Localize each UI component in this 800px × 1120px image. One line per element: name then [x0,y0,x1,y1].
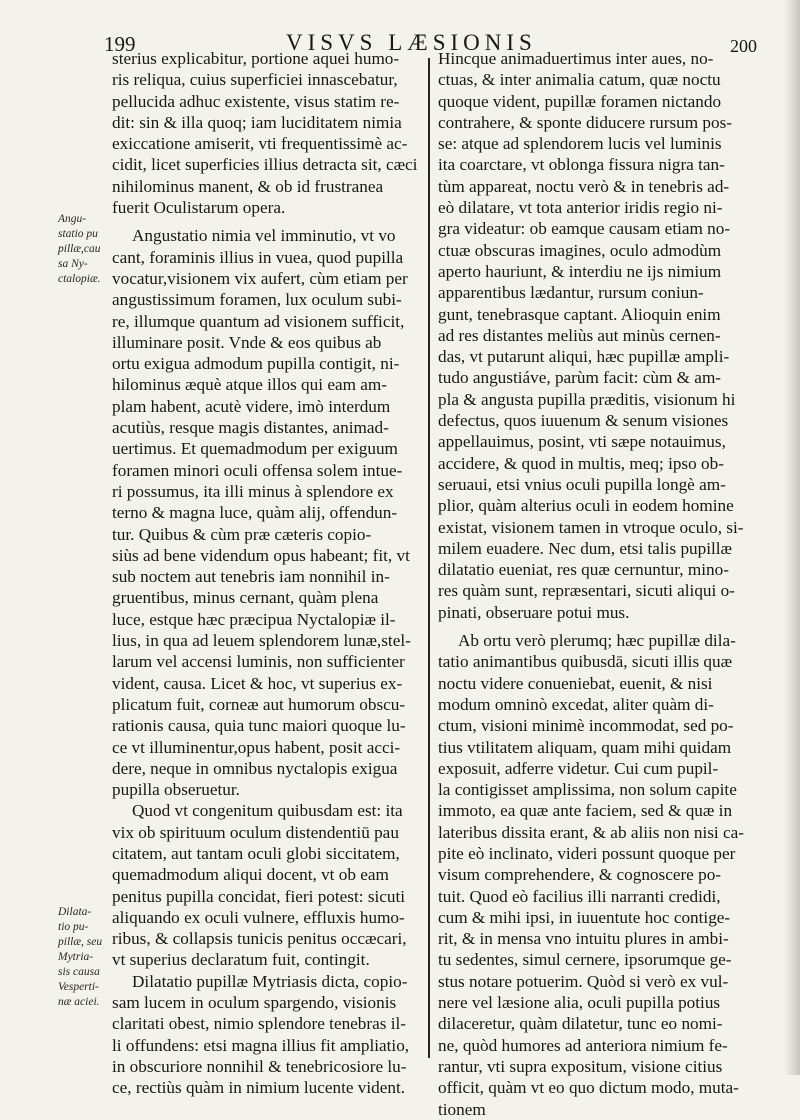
text-line: res quàm sunt, repræsentari, sicuti aliqui o- [438,581,735,601]
text-line: vt superius declaratum fuit, contingit. [112,950,370,970]
text-line: rit, & in mensa vno intuitu plures in ambi- [438,929,729,949]
margin-note-line: Mytria- [58,951,94,963]
text-line: Hincque animaduertimus inter aues, no- [438,49,714,68]
text-line: dilaceretur, quàm dilatetur, tunc eo nomi- [438,1014,723,1034]
text-line: Quod vt congenitum quibusdam est: ita [132,801,403,821]
text-line: accidere, & quod in multis, meq; ipso ob- [438,453,724,473]
text-line: siùs ad bene videndum opus habeant; fit, vt [112,545,410,565]
text-line: ribus, & collapsis tunicis penitus occæcari, [112,929,407,949]
text-line: visum comprehendere, & cognoscere po- [438,865,722,885]
text-line: ctum, visioni minimè incommodat, sed po- [438,716,734,736]
text-column-left [112,48,422,1099]
text-line: li offundens: etsi magna illius fit ampliatio, [112,1035,410,1055]
text-line: dit: sin & illa quoq; iam luciditatem nimia [112,112,402,132]
text-line: plam habent, acutè videre, imò interdum [112,396,391,416]
text-line: tùm appareat, noctu verò & in tenebris ad- [438,176,730,196]
margin-note-line: pillæ,cau [58,243,101,255]
text-line: tur. Quibus & cùm præ cæteris copio- [112,524,372,544]
text-line: immoto, ea quæ ante faciem, sed & quæ in [438,801,733,821]
text-line: claritati obest, nimio splendore tenebras il- [112,1014,407,1034]
margin-note-line: næ aciei. [58,996,100,1008]
text-line: lius, in qua ad leuem splendorem lunæ,stel- [112,631,411,651]
text-line: defectus, quos iuuenum & senum visiones [438,411,729,431]
text-line: plicatum fuit, corneæ aut humorum obscu- [112,694,406,714]
text-line: vix ob spirituum oculum distendentiū pau [112,822,399,842]
text-line: ctuas, & inter animalia catum, quæ noctu [438,70,721,90]
text-column-right [438,48,768,1120]
text-line: officit, quàm vt eo quo dictum modo, muta- [438,1078,739,1098]
text-line: larum vel accensi luminis, non sufficienter [112,652,405,672]
text-line: aliquando ex oculi vulnere, effluxis humo- [112,907,405,927]
margin-note-line: sis causa [58,966,100,978]
text-line: rationis causa, quia tunc maiori quoque lu- [112,716,406,736]
text-line: dilatatio eueniat, res quæ cernuntur, mino- [438,560,729,580]
text-line: exiccatione amiserit, vti frequentissimè ac- [112,134,408,154]
text-line: quoque vident, pupillæ foramen nictando [438,91,722,111]
text-line: aperto hauriunt, & interdiu ne ijs nimium [438,261,722,281]
margin-note-line: Vesperti- [58,981,99,993]
paragraph-gap [112,218,422,225]
text-line: foramen minori oculi offensa solem intue- [112,460,403,480]
text-line: pellucida adhuc existente, visus statim re- [112,91,400,111]
text-line: nere vel læsione alia, oculi pupilla potius [438,993,721,1013]
text-line: terno & magna luce, quàm alij, offendun- [112,503,398,523]
text-line: ri possumus, ita illi minus à splendore ex [112,481,394,501]
running-title: VISVS LÆSIONIS [286,30,537,55]
text-line: vident, causa. Licet & hoc, vt superius ex- [112,673,403,693]
text-line: tius vtilitatem aliquam, quam mihi quidam [438,737,732,757]
text-line: plior, quàm alterius oculi in eodem homine [438,496,734,516]
text-line: appellauimus, posint, vti sæpe notauimus, [438,432,726,452]
text-line: pla & angusta pupilla præditis, visionum hi [438,389,736,409]
text-line: ad res distantes meliùs aut minùs cernen- [438,325,721,345]
text-line: ita coarctare, vt oblonga fissura nigra tan- [438,155,725,175]
text-line: pinati, obseruare potui mus. [438,602,630,622]
text-line: vocatur,visionem vix aufert, cùm etiam per [112,268,408,288]
text-line: quemadmodum aliqui docent, vt ob eam [112,865,389,885]
margin-note-line: tio pu- [58,921,89,933]
text-line: ris reliqua, cuius superficiei innascebatur, [112,70,398,90]
text-line: pupilla obseruetur. [112,780,240,800]
text-line: nihilominus manent, & ob id frustranea [112,176,384,196]
margin-note-line: Dilata- [58,906,92,918]
text-line: Angustatio nimia vel imminutio, vt vo [132,226,396,246]
text-line: tuit. Quod eò facilius illi narranti credidi, [438,886,721,906]
text-line: la contigisset amplissima, non solum capite [438,780,737,800]
text-line: fuerit Oculistarum opera. [112,198,286,218]
text-line: das, vt putarunt aliqui, hæc pupillæ ampli- [438,347,730,367]
text-line: existat, visionem tamen in vtroque oculo, si- [438,517,744,537]
text-line: exposuit, adferre videtur. Cui cum pupil- [438,758,719,778]
text-line: sterius explicabitur, portione aquei humo- [112,49,400,68]
text-line: noctu videre conueniebat, euenit, & nisi [438,673,713,693]
text-line: ce, rectiùs quàm in nimium lucente vident. [112,1078,406,1098]
text-line: gruentibus, minus cernant, quàm plena [112,588,379,608]
text-line: lateribus dissita erant, & ab aliis non nisi ca- [438,822,744,842]
text-line: penitus pupilla concidat, fieri potest: sicuti [112,886,406,906]
margin-note-line: sa Ny- [58,258,88,270]
text-line: Ab ortu verò plerumq; hæc pupillæ dila- [458,631,736,651]
text-line: cidit, licet superficies illius detracta sit, cæci [112,155,418,175]
page-edge-shadow [784,0,800,1075]
text-line: modum omninò excedat, aliter quàm di- [438,694,714,714]
text-line: cum & mihi ipsi, in iuuentute hoc contige- [438,907,731,927]
text-line: tudo angustiáve, parùm facit: cùm & am- [438,368,722,388]
margin-note-line: Angu- [58,213,87,225]
text-line: angustissimum foramen, lux oculum subi- [112,290,402,310]
margin-note-line: statio pu [58,228,98,240]
text-line: gra videatur: ob eamque causam etiam no- [438,219,731,239]
text-line: eò dilatare, vt tota anterior iridis regio ni- [438,198,723,218]
text-line: sam lucem in oculum spargendo, visionis [112,993,397,1013]
text-line: stus notare potuerim. Quòd si verò ex vul- [438,971,729,991]
text-line: dere, neque in omnibus nyctalopis exigua [112,758,398,778]
text-line: se: atque ad splendorem lucis vel luminis [438,134,722,154]
text-line: in obscuriore nonnihil & tenebricosiore lu- [112,1056,407,1076]
text-line: tionem [438,1099,486,1119]
page-number-right: 200 [730,36,757,56]
text-line: gunt, tenebrasque captant. Alioquin enim [438,304,721,324]
text-line: hilominus æquè atque illos qui eam am- [112,375,387,395]
text-line: luce, estque hæc præcipua Nyctalopiæ il- [112,609,396,629]
margin-note-line: ctalopiæ. [58,273,101,285]
text-line: acutiùs, resque magis distantes, animad- [112,418,389,438]
margin-note-nyctalopia [58,212,114,287]
margin-note-line: pillæ, seu [58,936,103,948]
paragraph-gap [438,623,768,630]
text-line: seruaui, etsi vnius oculi pupilla longè am- [438,474,726,494]
text-line: cant, foraminis illius in vuea, quod pupilla [112,247,404,267]
text-line: pite eò inclinato, videri possunt quoque per [438,843,736,863]
column-divider [428,58,430,1058]
text-line: apparentibus lædantur, rursum coniun- [438,283,704,303]
text-line: ne, quòd humores ad anteriora nimium fe- [438,1035,728,1055]
text-line: citatem, aut tantam oculi globi siccitatem, [112,843,400,863]
text-line: re, illumque quantum ad visionem sufficit, [112,311,405,331]
page-number-left: 199 [104,32,136,56]
text-line: Dilatatio pupillæ Mytriasis dicta, copio- [132,971,408,991]
text-line: ortu exigua admodum pupilla contigit, ni- [112,354,400,374]
margin-note-mydriasis [58,905,110,1010]
text-line: illuminare posit. Vnde & eos quibus ab [112,332,382,352]
text-line: contrahere, & sponte diducere rursum pos- [438,112,733,132]
text-line: ctuæ obscuras imagines, oculo admodùm [438,240,722,260]
text-line: tatio animantibus quibusdā, sicuti illis quæ [438,652,733,672]
text-line: rantur, vti supra expositum, visione citius [438,1056,723,1076]
text-line: uertimus. Et quemadmodum per exiguum [112,439,398,459]
text-line: ce vt illuminentur,opus habent, posit acci- [112,737,401,757]
text-line: milem euadere. Nec dum, etsi talis pupillæ [438,538,733,558]
text-line: sub noctem aut tenebris iam nonnihil in- [112,567,390,587]
text-line: tu sedentes, simul cernere, ipsorumque ge- [438,950,732,970]
